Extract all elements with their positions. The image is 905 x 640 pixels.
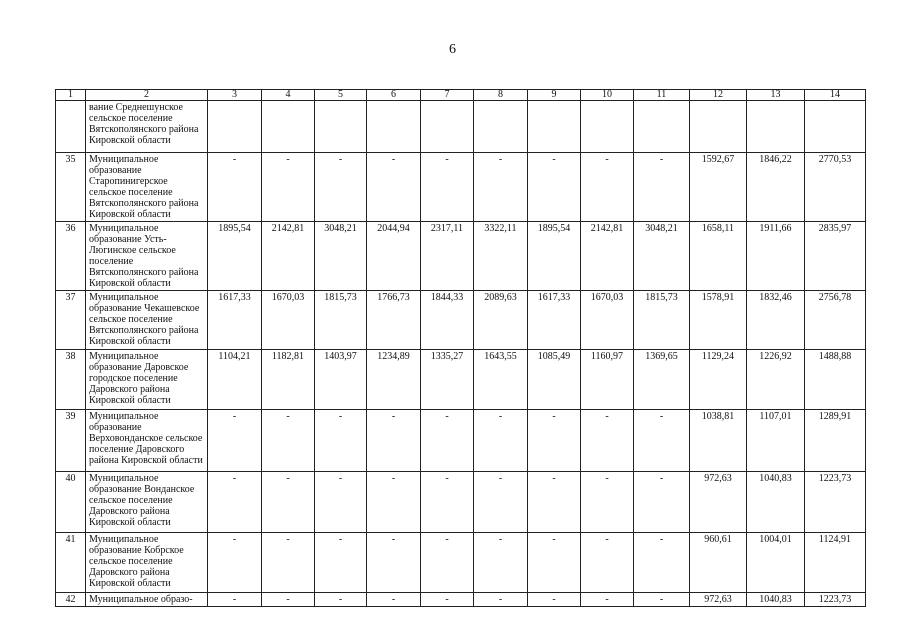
table-row bbox=[56, 291, 866, 350]
value-cell: 1911,66 bbox=[747, 222, 805, 291]
value-cell: 1815,73 bbox=[634, 291, 690, 350]
header-row bbox=[56, 90, 866, 101]
value-cell bbox=[581, 101, 634, 153]
value-cell bbox=[805, 101, 866, 153]
value-cell: - bbox=[474, 410, 528, 472]
value-cell bbox=[315, 101, 367, 153]
value-cell: - bbox=[262, 410, 315, 472]
table-row bbox=[56, 222, 866, 291]
municipality-name: Муниципальное образование Чекашевское сельское поселение Вятскополянского района Кировской области bbox=[86, 291, 208, 350]
value-cell: 1895,54 bbox=[208, 222, 262, 291]
header-cell: 6 bbox=[367, 90, 421, 101]
value-cell: - bbox=[208, 410, 262, 472]
value-cell: - bbox=[208, 153, 262, 222]
value-cell: 1129,24 bbox=[690, 350, 747, 410]
municipality-name: Муниципальное образо- bbox=[86, 593, 208, 607]
value-cell: 1085,49 bbox=[528, 350, 581, 410]
value-cell: - bbox=[367, 593, 421, 607]
value-cell: - bbox=[528, 533, 581, 593]
value-cell bbox=[262, 101, 315, 153]
value-cell: - bbox=[262, 472, 315, 533]
municipality-name: Муниципальное образование Усть-Люгинское сельское поселение Вятскополянского района Кировской области bbox=[86, 222, 208, 291]
value-cell: 2770,53 bbox=[805, 153, 866, 222]
value-cell: - bbox=[581, 153, 634, 222]
value-cell: 1815,73 bbox=[315, 291, 367, 350]
value-cell bbox=[690, 101, 747, 153]
value-cell: - bbox=[421, 593, 474, 607]
value-cell: 1617,33 bbox=[208, 291, 262, 350]
row-number: 39 bbox=[56, 410, 86, 472]
value-cell: 972,63 bbox=[690, 472, 747, 533]
table-row bbox=[56, 350, 866, 410]
value-cell: - bbox=[581, 410, 634, 472]
row-number: 37 bbox=[56, 291, 86, 350]
header-cell: 13 bbox=[747, 90, 805, 101]
value-cell: 960,61 bbox=[690, 533, 747, 593]
value-cell: 2317,11 bbox=[421, 222, 474, 291]
value-cell: 1846,22 bbox=[747, 153, 805, 222]
header-cell: 4 bbox=[262, 90, 315, 101]
value-cell: - bbox=[634, 410, 690, 472]
municipality-name: Муниципальное образование Вонданское сельское поселение Даровского района Кировской области bbox=[86, 472, 208, 533]
value-cell: - bbox=[528, 410, 581, 472]
value-cell: 1617,33 bbox=[528, 291, 581, 350]
value-cell: - bbox=[315, 593, 367, 607]
value-cell: - bbox=[634, 533, 690, 593]
value-cell: 1004,01 bbox=[747, 533, 805, 593]
row-number: 41 bbox=[56, 533, 86, 593]
value-cell: - bbox=[634, 153, 690, 222]
value-cell: 1226,92 bbox=[747, 350, 805, 410]
value-cell: 1223,73 bbox=[805, 593, 866, 607]
value-cell: - bbox=[634, 593, 690, 607]
value-cell: 3048,21 bbox=[315, 222, 367, 291]
value-cell: 1335,27 bbox=[421, 350, 474, 410]
value-cell: 1643,55 bbox=[474, 350, 528, 410]
value-cell: 1578,91 bbox=[690, 291, 747, 350]
value-cell: - bbox=[208, 593, 262, 607]
value-cell: 1289,91 bbox=[805, 410, 866, 472]
row-number bbox=[56, 101, 86, 153]
value-cell bbox=[747, 101, 805, 153]
value-cell: - bbox=[421, 153, 474, 222]
header-cell: 8 bbox=[474, 90, 528, 101]
value-cell: - bbox=[421, 410, 474, 472]
value-cell: - bbox=[528, 472, 581, 533]
value-cell: 1038,81 bbox=[690, 410, 747, 472]
value-cell: 1766,73 bbox=[367, 291, 421, 350]
header-cell: 9 bbox=[528, 90, 581, 101]
value-cell: 1670,03 bbox=[262, 291, 315, 350]
value-cell: - bbox=[474, 533, 528, 593]
tariff-table bbox=[55, 89, 866, 607]
header-cell: 11 bbox=[634, 90, 690, 101]
value-cell: 1403,97 bbox=[315, 350, 367, 410]
table-row bbox=[56, 153, 866, 222]
value-cell: - bbox=[367, 410, 421, 472]
row-number: 42 bbox=[56, 593, 86, 607]
value-cell: 3048,21 bbox=[634, 222, 690, 291]
value-cell: - bbox=[581, 593, 634, 607]
value-cell: - bbox=[262, 533, 315, 593]
header-cell: 3 bbox=[208, 90, 262, 101]
value-cell: - bbox=[421, 472, 474, 533]
value-cell: 1234,89 bbox=[367, 350, 421, 410]
value-cell: 1040,83 bbox=[747, 593, 805, 607]
value-cell bbox=[634, 101, 690, 153]
value-cell: - bbox=[262, 153, 315, 222]
value-cell: 2835,97 bbox=[805, 222, 866, 291]
value-cell: 1658,11 bbox=[690, 222, 747, 291]
value-cell: 1223,73 bbox=[805, 472, 866, 533]
header-cell: 10 bbox=[581, 90, 634, 101]
header-cell: 7 bbox=[421, 90, 474, 101]
value-cell: 1844,33 bbox=[421, 291, 474, 350]
value-cell bbox=[367, 101, 421, 153]
value-cell: - bbox=[528, 593, 581, 607]
value-cell: - bbox=[474, 153, 528, 222]
value-cell bbox=[474, 101, 528, 153]
value-cell: - bbox=[315, 533, 367, 593]
municipality-name: Муниципальное образование Кобрское сельское поселение Даровского района Кировской области bbox=[86, 533, 208, 593]
value-cell: - bbox=[367, 472, 421, 533]
municipality-name: вание Среднешунское сельское поселение Вятскополянского района Кировской области bbox=[86, 101, 208, 153]
table-row bbox=[56, 472, 866, 533]
value-cell: 1182,81 bbox=[262, 350, 315, 410]
value-cell: 1670,03 bbox=[581, 291, 634, 350]
value-cell: 1895,54 bbox=[528, 222, 581, 291]
value-cell: 1160,97 bbox=[581, 350, 634, 410]
value-cell: - bbox=[315, 472, 367, 533]
header-cell: 12 bbox=[690, 90, 747, 101]
header-cell: 1 bbox=[56, 90, 86, 101]
municipality-name: Муниципальное образование Даровское городское поселение Даровского района Кировской области bbox=[86, 350, 208, 410]
value-cell bbox=[528, 101, 581, 153]
row-number: 35 bbox=[56, 153, 86, 222]
value-cell: - bbox=[474, 593, 528, 607]
value-cell: 2756,78 bbox=[805, 291, 866, 350]
value-cell: 2044,94 bbox=[367, 222, 421, 291]
value-cell: 2142,81 bbox=[262, 222, 315, 291]
value-cell: - bbox=[474, 472, 528, 533]
table-row bbox=[56, 410, 866, 472]
value-cell: 1124,91 bbox=[805, 533, 866, 593]
row-number: 40 bbox=[56, 472, 86, 533]
value-cell: - bbox=[634, 472, 690, 533]
value-cell: - bbox=[581, 472, 634, 533]
value-cell: 3322,11 bbox=[474, 222, 528, 291]
header-cell: 5 bbox=[315, 90, 367, 101]
value-cell: 1040,83 bbox=[747, 472, 805, 533]
header-cell: 14 bbox=[805, 90, 866, 101]
value-cell: 2089,63 bbox=[474, 291, 528, 350]
value-cell: 972,63 bbox=[690, 593, 747, 607]
value-cell: - bbox=[367, 153, 421, 222]
value-cell: 2142,81 bbox=[581, 222, 634, 291]
value-cell: 1488,88 bbox=[805, 350, 866, 410]
value-cell: 1104,21 bbox=[208, 350, 262, 410]
table-row bbox=[56, 101, 866, 153]
row-number: 36 bbox=[56, 222, 86, 291]
value-cell: 1369,65 bbox=[634, 350, 690, 410]
table-row bbox=[56, 533, 866, 593]
value-cell: - bbox=[315, 410, 367, 472]
value-cell: - bbox=[315, 153, 367, 222]
value-cell: - bbox=[421, 533, 474, 593]
value-cell: - bbox=[528, 153, 581, 222]
value-cell: 1832,46 bbox=[747, 291, 805, 350]
page-number: 6 bbox=[449, 42, 456, 57]
value-cell bbox=[208, 101, 262, 153]
value-cell: - bbox=[367, 533, 421, 593]
value-cell bbox=[421, 101, 474, 153]
table-row bbox=[56, 593, 866, 607]
municipality-name: Муниципальное образование Верховонданское сельское поселение Даровского района Кировской области bbox=[86, 410, 208, 472]
header-cell: 2 bbox=[86, 90, 208, 101]
value-cell: - bbox=[208, 533, 262, 593]
value-cell: 1107,01 bbox=[747, 410, 805, 472]
value-cell: - bbox=[208, 472, 262, 533]
value-cell: 1592,67 bbox=[690, 153, 747, 222]
value-cell: - bbox=[581, 533, 634, 593]
value-cell: - bbox=[262, 593, 315, 607]
municipality-name: Муниципальное образование Старопинигерское сельское поселение Вятскополянского района Кировской области bbox=[86, 153, 208, 222]
row-number: 38 bbox=[56, 350, 86, 410]
